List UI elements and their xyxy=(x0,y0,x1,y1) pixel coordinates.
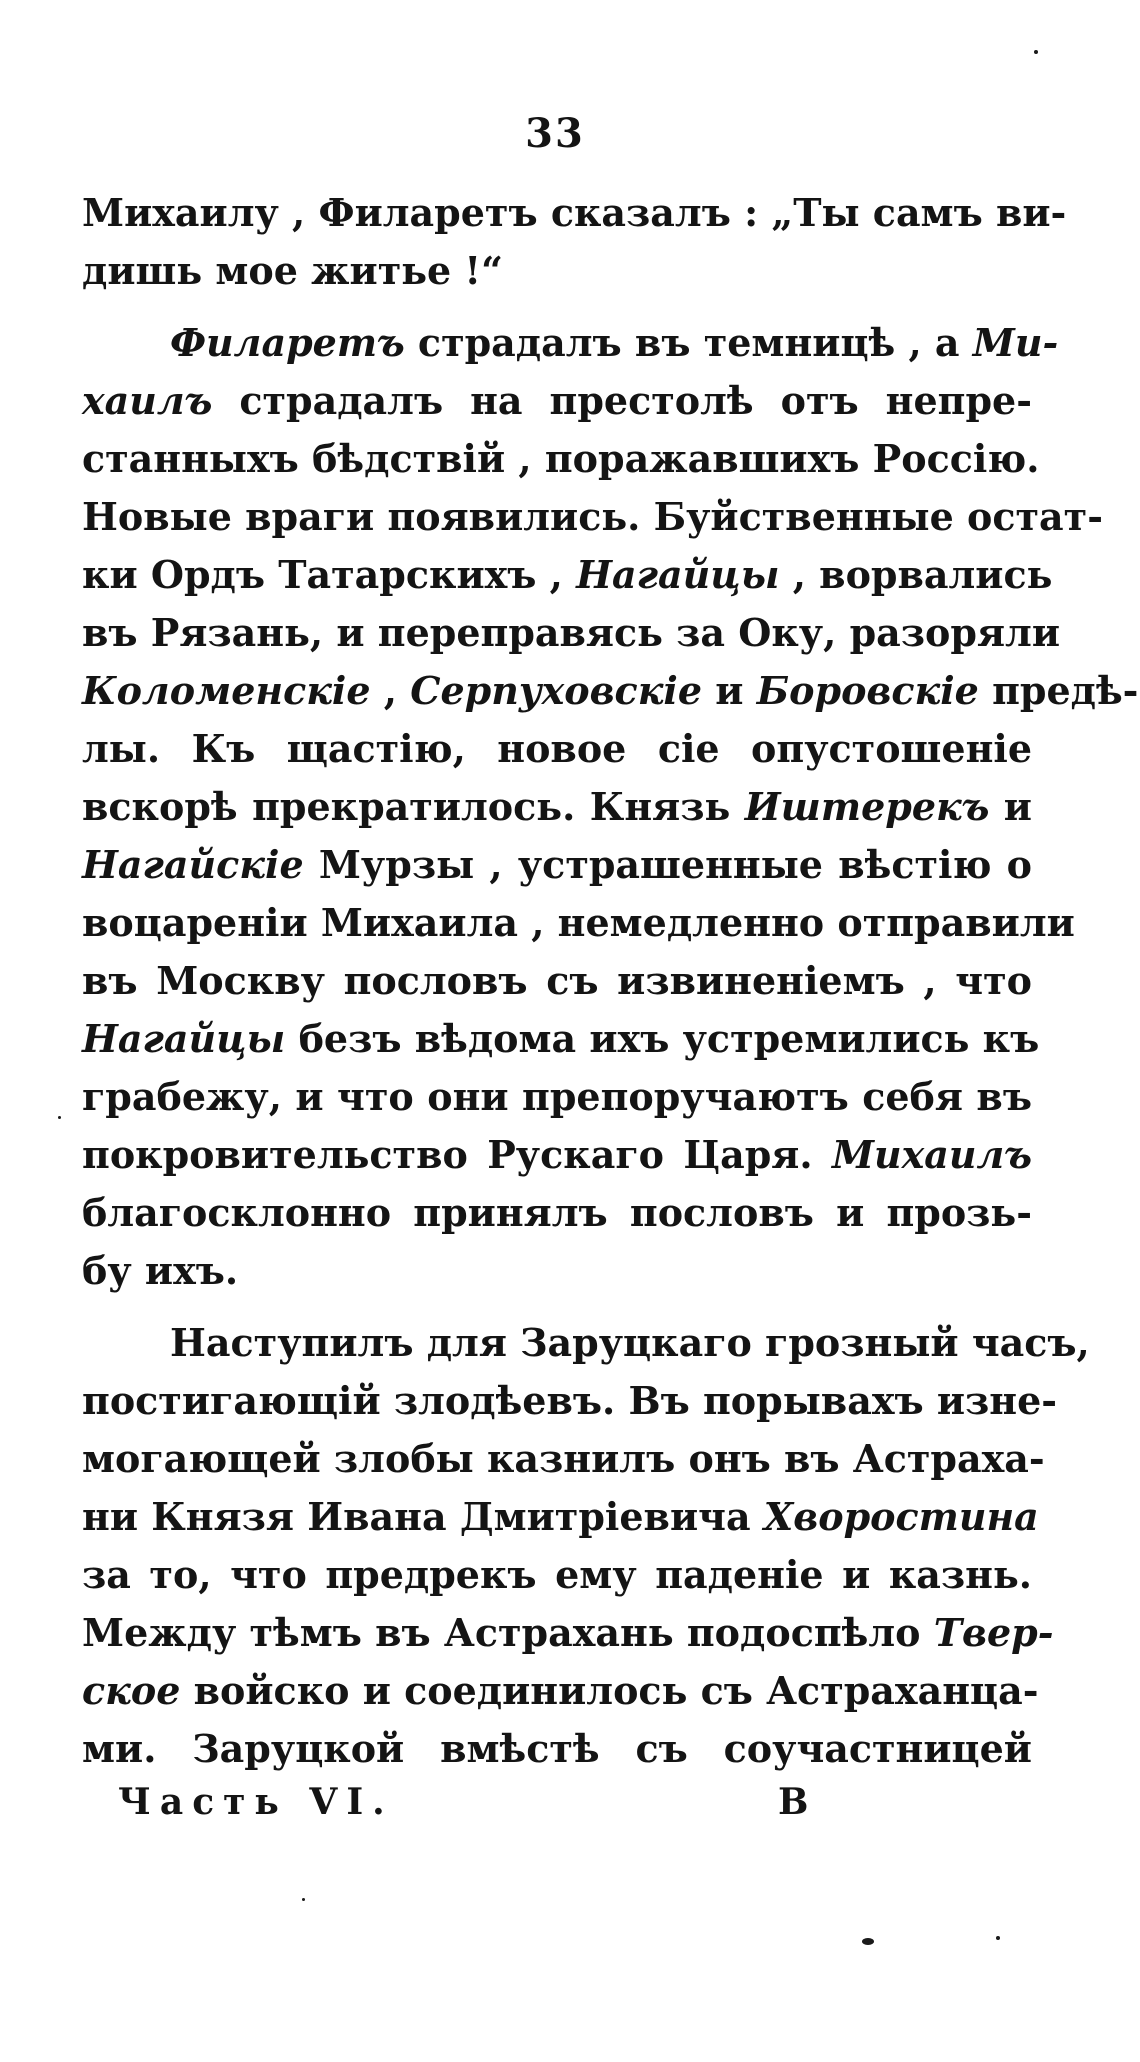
text-line: благосклонно принялъ пословъ и прозь- xyxy=(82,1190,1032,1235)
text-line: Михаилу , Филаретъ сказалъ : „Ты самъ ви- xyxy=(82,190,1067,235)
text-line: Нагайцы безъ вѣдома ихъ устремились къ xyxy=(82,1016,1040,1061)
scan-speck xyxy=(862,1938,874,1945)
scan-speck xyxy=(1034,50,1038,54)
text-line: вскорѣ прекратилось. Князь Иштерекъ и xyxy=(82,784,1032,829)
text-line: могающей злобы казнилъ онъ въ Астраха- xyxy=(82,1436,1045,1481)
text-line: Коломенскіе , Серпуховскіе и Боровскіе предѣ- xyxy=(82,668,1139,713)
text-line: бу ихъ. xyxy=(82,1248,239,1293)
text-line: хаилъ страдалъ на престолѣ отъ непре- xyxy=(82,378,1032,423)
body-text xyxy=(82,184,1139,1778)
page-footer xyxy=(118,1772,818,1832)
text-line: грабежу, и что они препоручаютъ себя въ xyxy=(82,1074,1032,1119)
volume-label: Часть VI. xyxy=(118,1781,394,1823)
text-line: Новые враги появились. Буйственные остат- xyxy=(82,494,1103,539)
text-line: ми. Заруцкой вмѣстѣ съ соучастницей xyxy=(82,1726,1032,1771)
text-line: лы. Къ щастію, новое сіе опустошеніе xyxy=(82,726,1032,771)
text-line: постигающій злодѣевъ. Въ порывахъ изне- xyxy=(82,1378,1058,1423)
text-line: Наступилъ для Заруцкаго грозный часъ, xyxy=(170,1320,1090,1365)
text-line: станныхъ бѣдствій , поражавшихъ Россію. xyxy=(82,436,1040,481)
text-line: Филаретъ страдалъ въ темницѣ , а Ми- xyxy=(170,320,1059,365)
signature-mark: В xyxy=(778,1781,809,1823)
text-line: воцареніи Михаила , немедленно отправили xyxy=(82,900,1075,945)
scan-speck xyxy=(996,1936,1000,1940)
text-line: ки Ордъ Татарскихъ , Нагайцы , ворвались xyxy=(82,552,1053,597)
text-line: дишь мое житье !“ xyxy=(82,248,503,293)
scan-speck xyxy=(302,1898,305,1901)
text-line: за то, что предрекъ ему паденіе и казнь. xyxy=(82,1552,1032,1597)
scan-speck xyxy=(58,1116,61,1119)
text-line: въ Москву пословъ съ извиненіемъ , что xyxy=(82,958,1032,1003)
page-number: 33 xyxy=(525,110,585,157)
text-line: ское войско и соединилось съ Астраханца- xyxy=(82,1668,1039,1713)
text-line: ни Князя Ивана Дмитріевича Хворостина xyxy=(82,1494,1039,1539)
text-line: покровительство Рускаго Царя. Михаилъ xyxy=(82,1132,1032,1177)
text-line: въ Рязань, и переправясь за Оку, разоряли xyxy=(82,610,1060,655)
text-line: Между тѣмъ въ Астрахань подоспѣло Твер- xyxy=(82,1610,1054,1655)
text-line: Нагайскіе Мурзы , устрашенные вѣстію о xyxy=(82,842,1032,887)
